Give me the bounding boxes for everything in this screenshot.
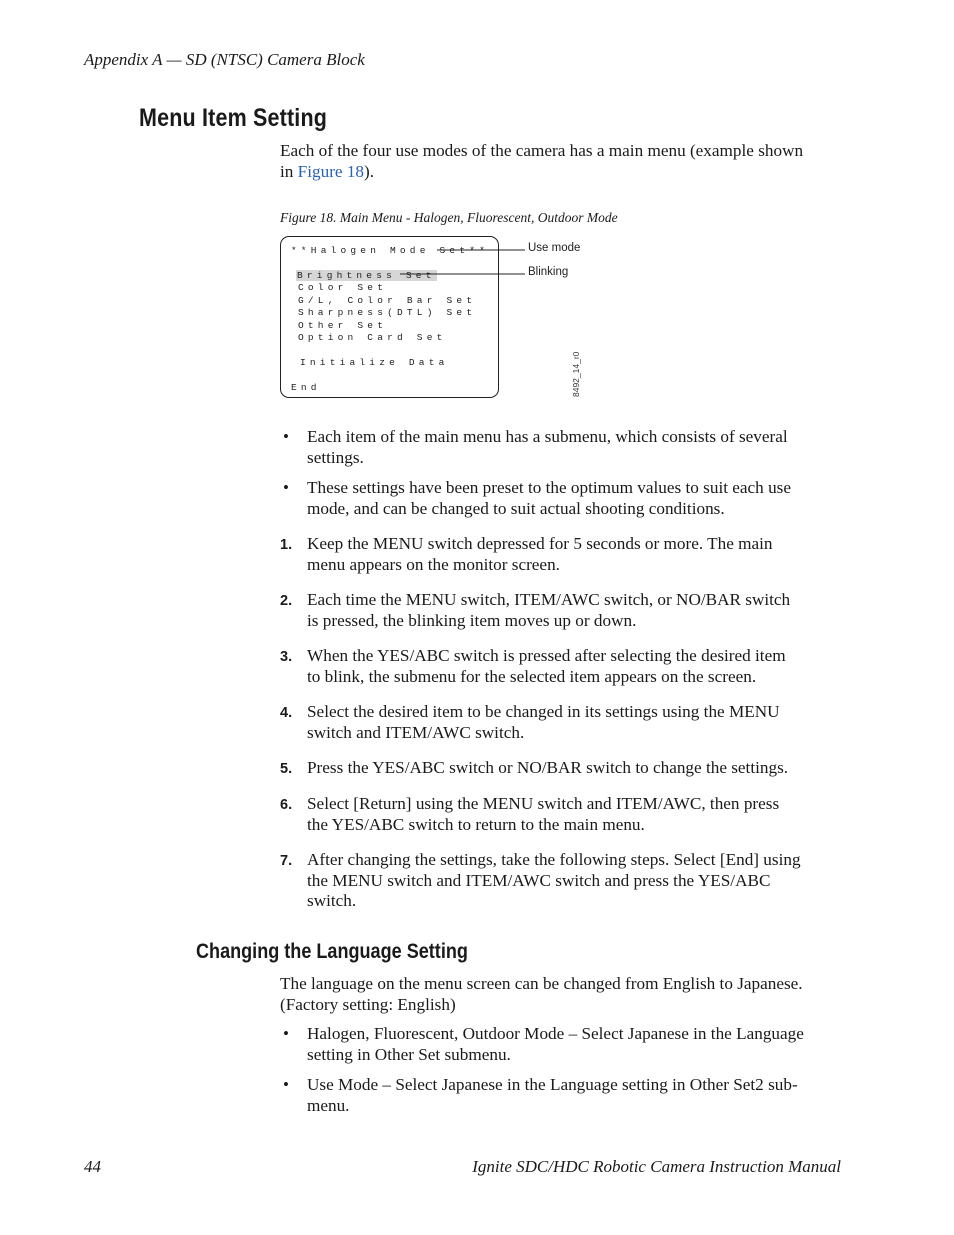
step-number: 7. [280, 853, 293, 869]
step-line: the YES/ABC switch to return to the main menu. [307, 814, 645, 834]
step-line: menu appears on the monitor screen. [307, 554, 560, 574]
bullet-line: mode, and can be changed to suit actual shooting conditions. [307, 498, 725, 518]
paragraph-line: (Factory setting: English) [280, 994, 456, 1014]
step-line: Select the desired item to be changed in its settings using the MENU [307, 702, 780, 721]
bullet-line: These settings have been preset to the optimum values to suit each use [307, 478, 791, 497]
bullet-icon: • [283, 1075, 289, 1094]
section-title: Menu Item Setting [139, 104, 328, 132]
running-head: Appendix A — SD (NTSC) Camera Block [84, 50, 365, 69]
step-text [307, 702, 852, 743]
page-number: 44 [84, 1157, 101, 1176]
step-line: the MENU switch and ITEM/AWC switch and press the YES/ABC [307, 870, 771, 890]
step-line: Select [Return] using the MENU switch and ITEM/AWC, then press [307, 794, 780, 813]
step-line: After changing the settings, take the following steps. Select [End] using [307, 850, 801, 869]
step-line: switch and ITEM/AWC switch. [307, 722, 525, 742]
menu-initialize: Initialize Data [300, 357, 449, 368]
intro-post: ). [364, 161, 375, 181]
paragraph-line: The language on the menu screen can be changed from English to Japanese. [280, 974, 803, 993]
menu-item: G/L, Color Bar Set [298, 295, 477, 306]
bullet-item [307, 1075, 852, 1116]
subsection-title: Changing the Language Setting [196, 940, 468, 963]
menu-item: Sharpness(DTL) Set [298, 307, 477, 318]
step-number: 1. [280, 537, 293, 553]
menu-end: End [291, 382, 321, 393]
bullet-item [307, 1024, 852, 1065]
step-line: Press the YES/ABC switch or NO/BAR switch to change the settings. [307, 758, 789, 777]
bullet-line: settings. [307, 447, 364, 467]
step-number: 2. [280, 593, 293, 609]
figure-id: 8492_14_r0 [571, 351, 581, 397]
step-text [307, 758, 852, 779]
menu-item: Option Card Set [298, 332, 447, 343]
step-line: switch. [307, 891, 357, 910]
step-text [307, 646, 852, 687]
figure-18-link[interactable]: Figure 18 [297, 161, 365, 181]
subsection-paragraph [280, 974, 852, 1015]
intro-in: in [280, 161, 298, 181]
step-line: When the YES/ABC switch is pressed after selecting the desired item [307, 646, 786, 665]
step-text [307, 794, 852, 835]
bullet-line: menu. [307, 1095, 350, 1115]
callout-blinking: Blinking [528, 266, 569, 278]
callout-use-mode: Use mode [528, 242, 581, 254]
step-text [307, 850, 852, 912]
bullet-line: Use Mode – Select Japanese in the Language setting in Other Set2 sub- [307, 1075, 798, 1094]
bullet-line: Each item of the main menu has a submenu, which consists of several [307, 427, 788, 446]
step-text [307, 534, 852, 575]
step-number: 4. [280, 705, 293, 721]
bullet-line: setting in Other Set submenu. [307, 1044, 511, 1064]
step-line: Keep the MENU switch depressed for 5 seconds or more. The main [307, 534, 773, 553]
bullet-icon: • [283, 427, 289, 446]
step-line: is pressed, the blinking item moves up or down. [307, 610, 637, 630]
step-text [307, 590, 852, 631]
bullet-item [307, 478, 852, 519]
step-number: 6. [280, 797, 293, 813]
menu-item-blinking: Brightness Set [297, 270, 436, 281]
step-line: Each time the MENU switch, ITEM/AWC switch, or NO/BAR switch [307, 590, 791, 609]
bullet-item [307, 427, 852, 468]
menu-item: Other Set [298, 320, 388, 331]
step-line: to blink, the submenu for the selected item appears on the screen. [307, 666, 757, 686]
menu-title: **Halogen Mode Set** [291, 245, 490, 256]
menu-item: Color Set [298, 282, 388, 293]
bullet-icon: • [283, 1024, 289, 1043]
step-number: 3. [280, 649, 293, 665]
intro-line-1: Each of the four use modes of the camera has a main menu (example shown [280, 141, 804, 160]
manual-title: Ignite SDC/HDC Robotic Camera Instruction Manual [472, 1157, 841, 1176]
callout-lines [0, 0, 954, 420]
bullet-icon: • [283, 478, 289, 497]
figure-caption: Figure 18. Main Menu - Halogen, Fluorescent, Outdoor Mode [280, 210, 618, 225]
step-number: 5. [280, 761, 293, 777]
bullet-line: Halogen, Fluorescent, Outdoor Mode – Select Japanese in the Language [307, 1024, 804, 1043]
